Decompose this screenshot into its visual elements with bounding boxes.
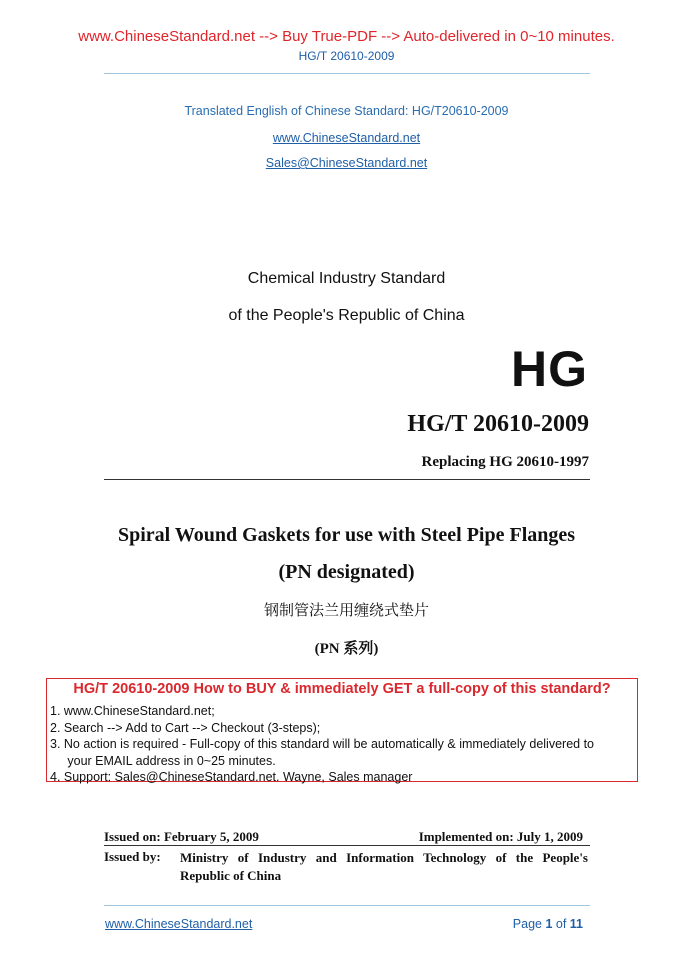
buy-step-item: your EMAIL address in 0~25 minutes. (50, 753, 276, 768)
issued-on-date: Issued on: February 5, 2009 (104, 829, 259, 844)
page-current: 1 (545, 917, 553, 931)
page-total: 11 (569, 917, 583, 931)
issued-by-value: Ministry of Industry and Information Technology of the People's Republic of China (180, 850, 588, 883)
standard-type-line2: of the People's Republic of China (228, 307, 465, 324)
website-link[interactable]: www.ChineseStandard.net (272, 131, 421, 145)
issue-divider (104, 845, 590, 846)
translation-line: Translated English of Chinese Standard: HG/T20610-2009 (184, 104, 509, 118)
title-en-line2: (PN designated) (278, 561, 415, 583)
issued-by-label: Issued by: (104, 849, 161, 864)
footer-website-link[interactable]: www.ChineseStandard.net (105, 917, 253, 931)
title-cn-line1: 钢制管法兰用缠绕式垫片 (263, 601, 429, 619)
header-standard-code: HG/T 20610-2009 (298, 49, 395, 63)
buy-steps-list (50, 703, 594, 786)
page-number (513, 917, 583, 931)
website-link-wrapper (0, 129, 693, 147)
replacing-standard: Replacing HG 20610-1997 (421, 454, 589, 470)
buy-step-item: 4. Support: Sales@ChineseStandard.net. Wayne, Sales manager (50, 770, 413, 784)
hg-logo-text: HG (511, 341, 588, 397)
buy-step-item: 3. No action is required - Full-copy of this standard will be automatically & immediately delivered to (50, 737, 594, 751)
buy-step-item: 1. www.ChineseStandard.net; (50, 704, 215, 718)
standard-code: HG/T 20610-2009 (407, 411, 589, 437)
page-of: of (552, 917, 570, 931)
email-link[interactable]: Sales@ChineseStandard.net (265, 156, 428, 170)
footer-divider (104, 905, 590, 906)
header-divider (104, 73, 590, 74)
title-divider (104, 479, 590, 480)
header-banner[interactable]: www.ChineseStandard.net --> Buy True-PDF --> Auto-delivered in 0~10 minutes. (78, 28, 615, 45)
buy-step-item: 2. Search --> Add to Cart --> Checkout (3-steps); (50, 720, 321, 735)
title-en-line1: Spiral Wound Gaskets for use with Steel Pipe Flanges (117, 524, 576, 546)
buy-instructions-box (46, 678, 638, 782)
implemented-on-date: Implemented on: July 1, 2009 (418, 829, 583, 844)
title-cn-line2: (PN 系列) (314, 641, 379, 657)
issue-dates-row (104, 829, 590, 845)
page-prefix: Page (512, 917, 546, 931)
buy-box-heading: HG/T 20610-2009 How to BUY & immediately GET a full-copy of this standard? (73, 681, 611, 697)
email-link-wrapper (0, 154, 693, 172)
standard-type-line1: Chemical Industry Standard (247, 270, 446, 287)
